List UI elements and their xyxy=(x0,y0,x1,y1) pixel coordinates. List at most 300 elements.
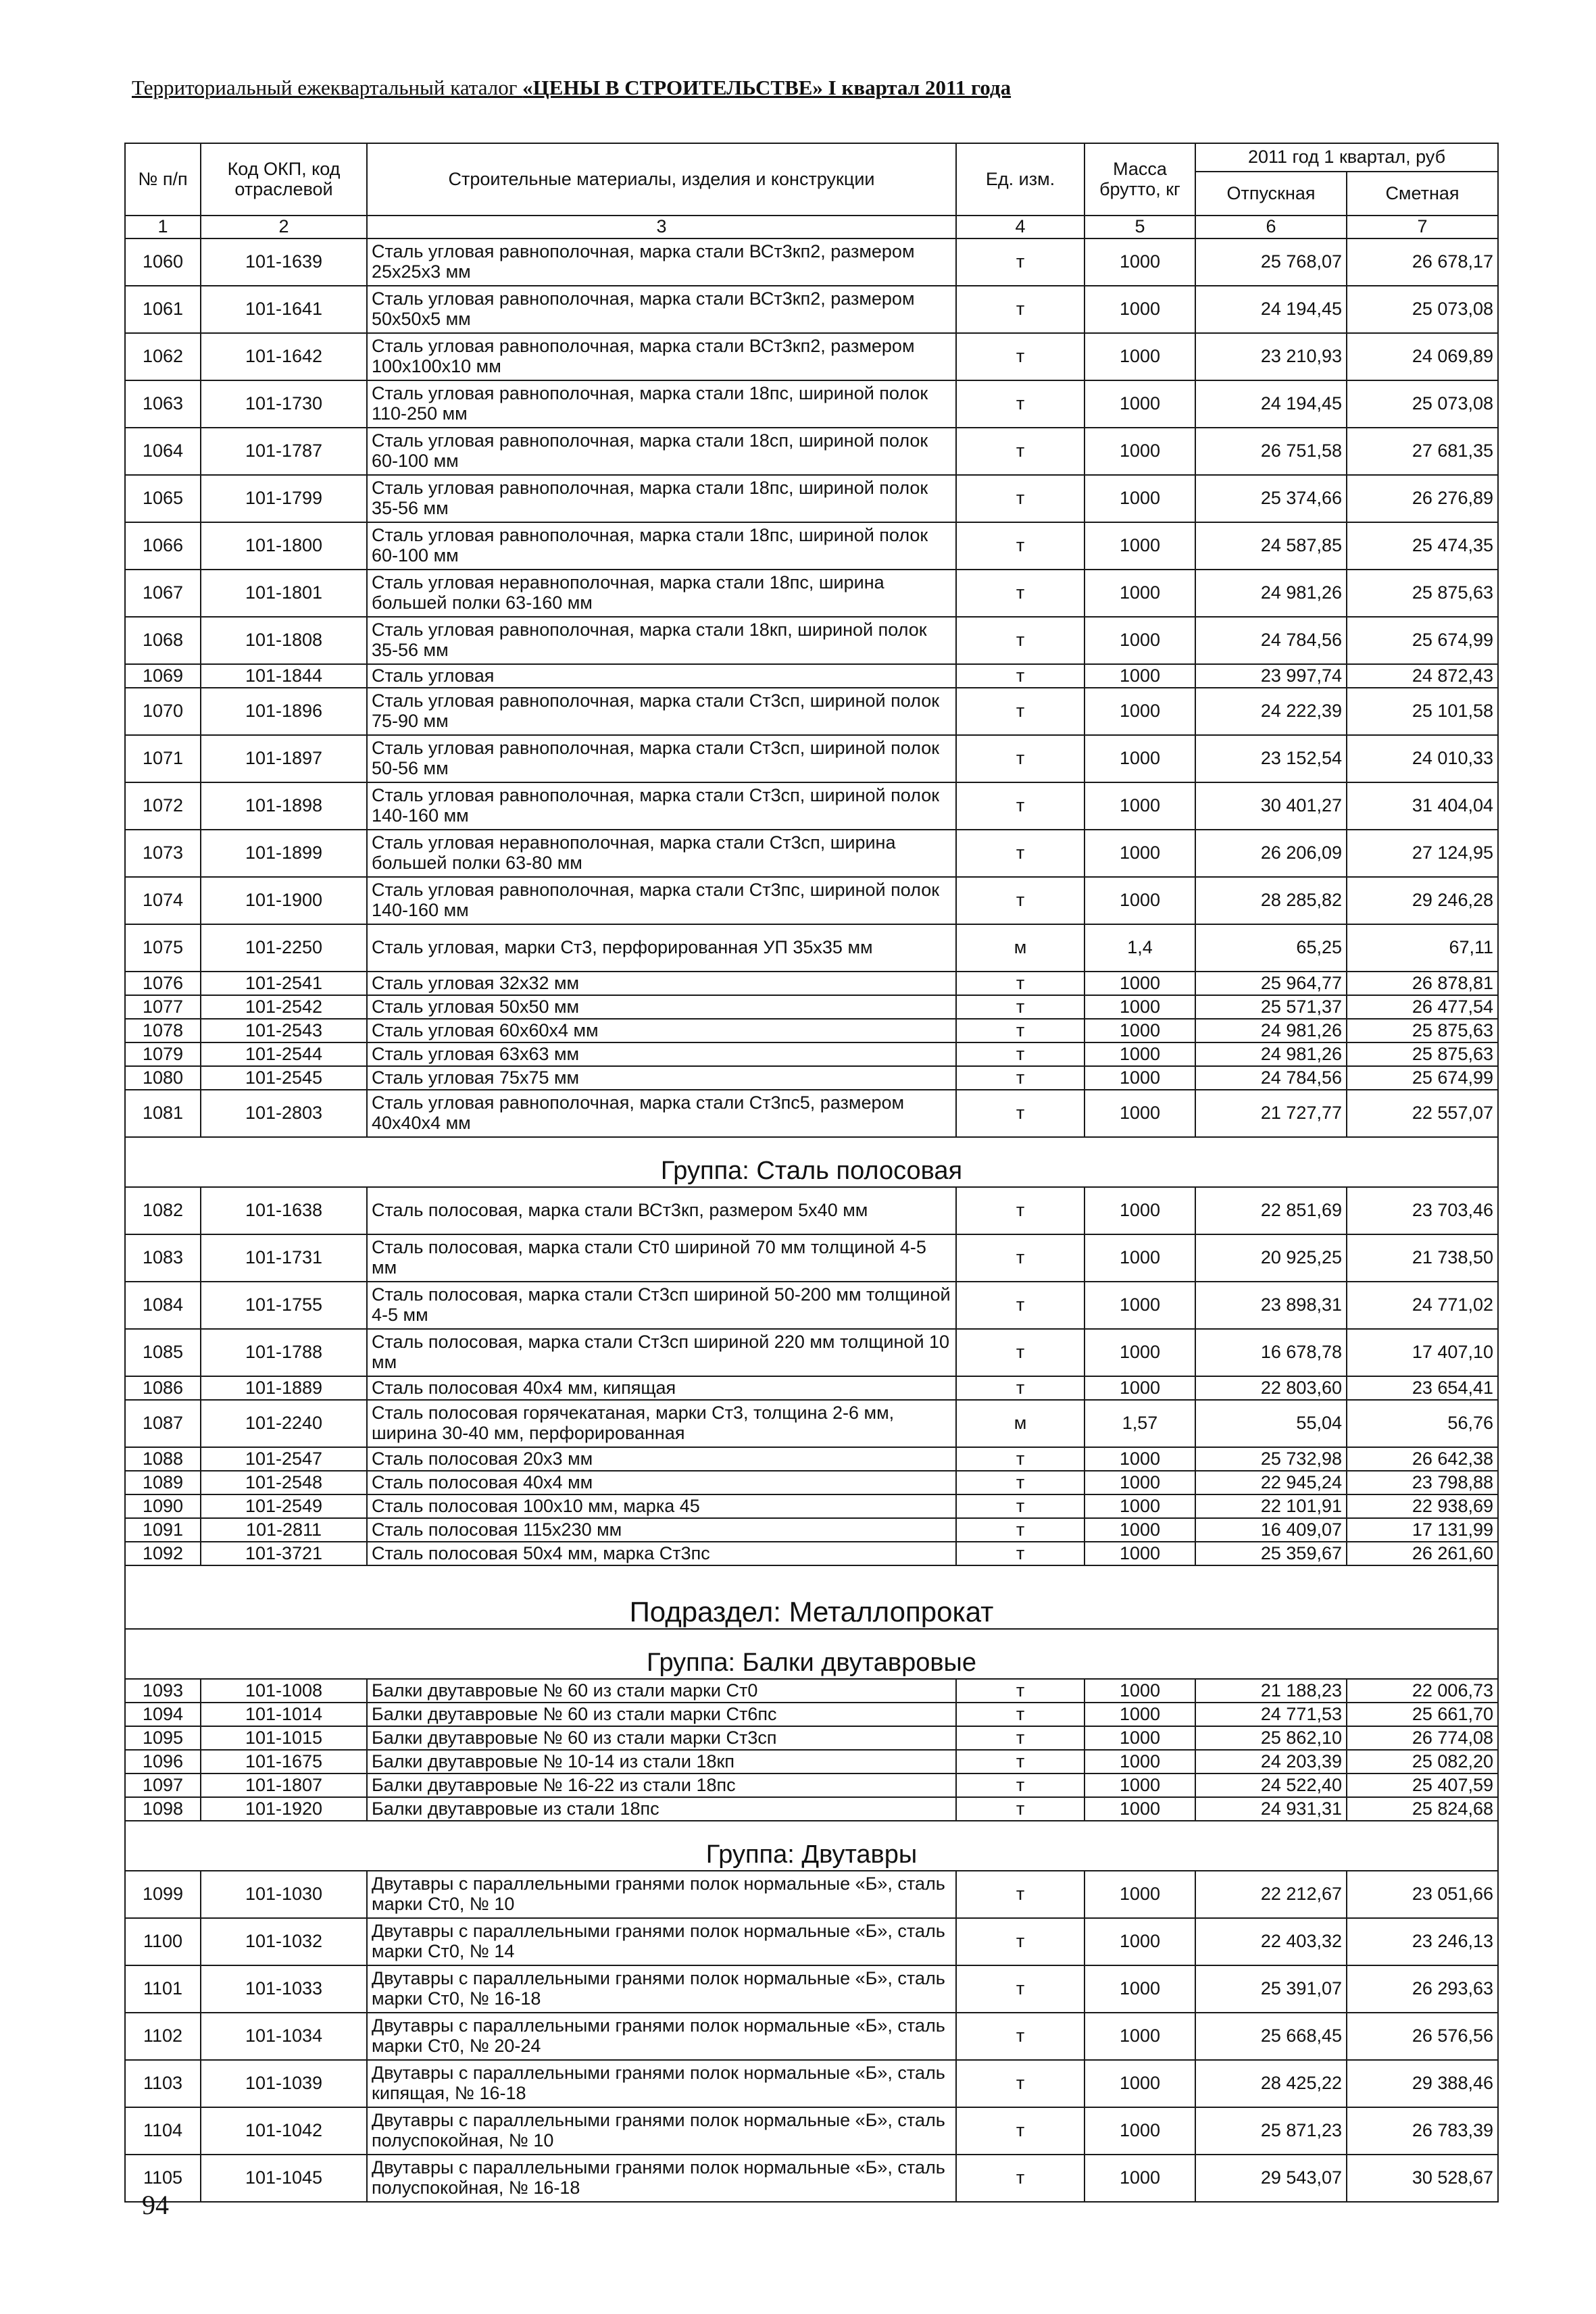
row-number-cell: 1105 xyxy=(125,2155,201,2202)
gross-mass-cell: 1000 xyxy=(1084,1965,1195,2013)
table-row xyxy=(125,1234,1498,1282)
unit-cell: т xyxy=(956,782,1084,830)
material-name-cell: Сталь угловая равнополочная, марка стали Ст3сп, шириной полок 50-56 мм xyxy=(367,735,956,782)
price-release-cell: 23 210,93 xyxy=(1195,333,1347,380)
okp-code-cell: 101-1807 xyxy=(201,1774,367,1797)
gross-mass-cell: 1000 xyxy=(1084,877,1195,924)
row-number-cell: 1103 xyxy=(125,2060,201,2107)
gross-mass-cell: 1000 xyxy=(1084,1871,1195,1918)
table-row xyxy=(125,2107,1498,2155)
okp-code-cell: 101-1008 xyxy=(201,1679,367,1703)
table-row xyxy=(125,1090,1498,1137)
table-row xyxy=(125,735,1498,782)
price-estimate-cell: 26 477,54 xyxy=(1347,995,1498,1019)
table-row xyxy=(125,617,1498,664)
gross-mass-cell: 1000 xyxy=(1084,475,1195,522)
gross-mass-cell: 1000 xyxy=(1084,333,1195,380)
column-number: 1 xyxy=(125,216,201,238)
table-row xyxy=(125,333,1498,380)
row-number-cell: 1104 xyxy=(125,2107,201,2155)
price-estimate-cell: 24 010,33 xyxy=(1347,735,1498,782)
material-name-cell: Сталь полосовая 115x230 мм xyxy=(367,1518,956,1542)
unit-cell: т xyxy=(956,1090,1084,1137)
price-release-cell: 25 732,98 xyxy=(1195,1447,1347,1471)
price-release-cell: 25 374,66 xyxy=(1195,475,1347,522)
material-name-cell: Балки двутавровые № 60 из стали марки Ст0 xyxy=(367,1679,956,1703)
price-estimate-cell: 21 738,50 xyxy=(1347,1234,1498,1282)
row-number-cell: 1064 xyxy=(125,428,201,475)
unit-cell: т xyxy=(956,972,1084,995)
okp-code-cell: 101-1898 xyxy=(201,782,367,830)
table-body xyxy=(125,238,1498,2202)
unit-cell: т xyxy=(956,522,1084,570)
okp-code-cell: 101-1788 xyxy=(201,1329,367,1376)
material-name-cell: Сталь угловая 60x60x4 мм xyxy=(367,1019,956,1042)
unit-cell: т xyxy=(956,688,1084,735)
gross-mass-cell: 1000 xyxy=(1084,570,1195,617)
gross-mass-cell: 1000 xyxy=(1084,2013,1195,2060)
column-number: 4 xyxy=(956,216,1084,238)
price-estimate-cell: 26 576,56 xyxy=(1347,2013,1498,2060)
price-estimate-cell: 25 875,63 xyxy=(1347,570,1498,617)
row-number-cell: 1102 xyxy=(125,2013,201,2060)
price-release-cell: 24 222,39 xyxy=(1195,688,1347,735)
header-price-estimate: Сметная xyxy=(1347,172,1498,216)
row-number-cell: 1094 xyxy=(125,1703,201,1726)
gross-mass-cell: 1000 xyxy=(1084,238,1195,286)
price-estimate-cell: 24 771,02 xyxy=(1347,1282,1498,1329)
gross-mass-cell: 1000 xyxy=(1084,2107,1195,2155)
table-row xyxy=(125,1871,1498,1918)
row-number-cell: 1074 xyxy=(125,877,201,924)
table-row xyxy=(125,1750,1498,1774)
price-release-cell: 26 751,58 xyxy=(1195,428,1347,475)
unit-cell: т xyxy=(956,2155,1084,2202)
price-estimate-cell: 26 261,60 xyxy=(1347,1542,1498,1565)
okp-code-cell: 101-1920 xyxy=(201,1797,367,1821)
table-row xyxy=(125,1494,1498,1518)
row-number-cell: 1071 xyxy=(125,735,201,782)
column-number: 3 xyxy=(367,216,956,238)
table-row xyxy=(125,2155,1498,2202)
gross-mass-cell: 1000 xyxy=(1084,1774,1195,1797)
group-heading-row xyxy=(125,1137,1498,1187)
row-number-cell: 1089 xyxy=(125,1471,201,1494)
table-row xyxy=(125,428,1498,475)
gross-mass-cell: 1000 xyxy=(1084,1234,1195,1282)
price-release-cell: 24 587,85 xyxy=(1195,522,1347,570)
price-release-cell: 29 543,07 xyxy=(1195,2155,1347,2202)
unit-cell: м xyxy=(956,1400,1084,1447)
okp-code-cell: 101-1896 xyxy=(201,688,367,735)
row-number-cell: 1086 xyxy=(125,1376,201,1400)
column-number: 7 xyxy=(1347,216,1498,238)
unit-cell: т xyxy=(956,1234,1084,1282)
unit-cell: т xyxy=(956,1066,1084,1090)
gross-mass-cell: 1000 xyxy=(1084,1703,1195,1726)
row-number-cell: 1092 xyxy=(125,1542,201,1565)
okp-code-cell: 101-2803 xyxy=(201,1090,367,1137)
gross-mass-cell: 1000 xyxy=(1084,972,1195,995)
row-number-cell: 1073 xyxy=(125,830,201,877)
column-number: 2 xyxy=(201,216,367,238)
row-number-cell: 1061 xyxy=(125,286,201,333)
price-release-cell: 55,04 xyxy=(1195,1400,1347,1447)
price-estimate-cell: 22 006,73 xyxy=(1347,1679,1498,1703)
price-release-cell: 24 203,39 xyxy=(1195,1750,1347,1774)
okp-code-cell: 101-2811 xyxy=(201,1518,367,1542)
unit-cell: т xyxy=(956,428,1084,475)
price-release-cell: 26 206,09 xyxy=(1195,830,1347,877)
price-estimate-cell: 23 798,88 xyxy=(1347,1471,1498,1494)
gross-mass-cell: 1000 xyxy=(1084,995,1195,1019)
row-number-cell: 1084 xyxy=(125,1282,201,1329)
price-release-cell: 25 391,07 xyxy=(1195,1965,1347,2013)
okp-code-cell: 101-1033 xyxy=(201,1965,367,2013)
unit-cell: т xyxy=(956,995,1084,1019)
price-estimate-cell: 25 875,63 xyxy=(1347,1042,1498,1066)
price-release-cell: 65,25 xyxy=(1195,924,1347,972)
gross-mass-cell: 1000 xyxy=(1084,617,1195,664)
unit-cell: т xyxy=(956,1187,1084,1234)
table-row xyxy=(125,1518,1498,1542)
unit-cell: т xyxy=(956,1282,1084,1329)
material-name-cell: Сталь угловая равнополочная, марка стали ВСт3кп2, размером 50x50x5 мм xyxy=(367,286,956,333)
okp-code-cell: 101-2543 xyxy=(201,1019,367,1042)
price-estimate-cell: 23 654,41 xyxy=(1347,1376,1498,1400)
okp-code-cell: 101-1642 xyxy=(201,333,367,380)
row-number-cell: 1091 xyxy=(125,1518,201,1542)
unit-cell: т xyxy=(956,1376,1084,1400)
material-name-cell: Балки двутавровые № 60 из стали марки Ст6пс xyxy=(367,1703,956,1726)
row-number-cell: 1100 xyxy=(125,1918,201,1965)
material-name-cell: Балки двутавровые № 60 из стали марки Ст3сп xyxy=(367,1726,956,1750)
okp-code-cell: 101-1034 xyxy=(201,2013,367,2060)
okp-code-cell: 101-1897 xyxy=(201,735,367,782)
table-row xyxy=(125,1019,1498,1042)
row-number-cell: 1082 xyxy=(125,1187,201,1234)
gross-mass-cell: 1000 xyxy=(1084,830,1195,877)
group-heading: Группа: Сталь полосовая xyxy=(125,1137,1498,1187)
price-release-cell: 22 212,67 xyxy=(1195,1871,1347,1918)
material-name-cell: Сталь угловая равнополочная, марка стали 18пс, шириной полок 60-100 мм xyxy=(367,522,956,570)
price-estimate-cell: 25 082,20 xyxy=(1347,1750,1498,1774)
price-release-cell: 25 862,10 xyxy=(1195,1726,1347,1750)
row-number-cell: 1099 xyxy=(125,1871,201,1918)
row-number-cell: 1078 xyxy=(125,1019,201,1042)
table-row xyxy=(125,972,1498,995)
okp-code-cell: 101-1731 xyxy=(201,1234,367,1282)
gross-mass-cell: 1000 xyxy=(1084,1329,1195,1376)
row-number-cell: 1093 xyxy=(125,1679,201,1703)
table-row xyxy=(125,286,1498,333)
price-estimate-cell: 25 073,08 xyxy=(1347,286,1498,333)
table-row xyxy=(125,522,1498,570)
unit-cell: т xyxy=(956,1726,1084,1750)
material-name-cell: Сталь угловая равнополочная, марка стали Ст3сп, шириной полок 140-160 мм xyxy=(367,782,956,830)
okp-code-cell: 101-1801 xyxy=(201,570,367,617)
okp-code-cell: 101-1808 xyxy=(201,617,367,664)
price-estimate-cell: 24 069,89 xyxy=(1347,333,1498,380)
price-estimate-cell: 56,76 xyxy=(1347,1400,1498,1447)
price-release-cell: 21 727,77 xyxy=(1195,1090,1347,1137)
page-title xyxy=(132,76,1348,100)
okp-code-cell: 101-2542 xyxy=(201,995,367,1019)
gross-mass-cell: 1000 xyxy=(1084,1750,1195,1774)
material-name-cell: Двутавры с параллельными гранями полок нормальные «Б», сталь марки Ст0, № 16-18 xyxy=(367,1965,956,2013)
gross-mass-cell: 1000 xyxy=(1084,1797,1195,1821)
material-name-cell: Сталь угловая 63x63 мм xyxy=(367,1042,956,1066)
gross-mass-cell: 1000 xyxy=(1084,1542,1195,1565)
gross-mass-cell: 1000 xyxy=(1084,1679,1195,1703)
material-name-cell: Двутавры с параллельными гранями полок нормальные «Б», сталь кипящая, № 16-18 xyxy=(367,2060,956,2107)
price-release-cell: 24 981,26 xyxy=(1195,570,1347,617)
gross-mass-cell: 1000 xyxy=(1084,1494,1195,1518)
unit-cell: т xyxy=(956,238,1084,286)
okp-code-cell: 101-1799 xyxy=(201,475,367,522)
material-name-cell: Сталь полосовая, марка стали Ст3сп шириной 50-200 мм толщиной 4-5 мм xyxy=(367,1282,956,1329)
okp-code-cell: 101-1032 xyxy=(201,1918,367,1965)
price-release-cell: 25 964,77 xyxy=(1195,972,1347,995)
page-title-bold: «ЦЕНЫ В СТРОИТЕЛЬСТВЕ» I квартал 2011 года xyxy=(522,76,1012,99)
price-estimate-cell: 27 681,35 xyxy=(1347,428,1498,475)
okp-code-cell: 101-2250 xyxy=(201,924,367,972)
price-release-cell: 24 194,45 xyxy=(1195,286,1347,333)
row-number-cell: 1075 xyxy=(125,924,201,972)
group-heading-row xyxy=(125,1821,1498,1871)
material-name-cell: Балки двутавровые № 16-22 из стали 18пс xyxy=(367,1774,956,1797)
okp-code-cell: 101-1675 xyxy=(201,1750,367,1774)
price-estimate-cell: 24 872,43 xyxy=(1347,664,1498,688)
price-estimate-cell: 26 878,81 xyxy=(1347,972,1498,995)
group-heading: Группа: Двутавры xyxy=(125,1821,1498,1871)
price-estimate-cell: 25 674,99 xyxy=(1347,617,1498,664)
unit-cell: т xyxy=(956,1494,1084,1518)
gross-mass-cell: 1000 xyxy=(1084,380,1195,428)
material-name-cell: Двутавры с параллельными гранями полок нормальные «Б», сталь марки Ст0, № 10 xyxy=(367,1871,956,1918)
gross-mass-cell: 1000 xyxy=(1084,1066,1195,1090)
price-release-cell: 30 401,27 xyxy=(1195,782,1347,830)
row-number-cell: 1068 xyxy=(125,617,201,664)
price-release-cell: 28 285,82 xyxy=(1195,877,1347,924)
price-release-cell: 22 101,91 xyxy=(1195,1494,1347,1518)
gross-mass-cell: 1000 xyxy=(1084,1376,1195,1400)
price-estimate-cell: 17 407,10 xyxy=(1347,1329,1498,1376)
header-price-release: Отпускная xyxy=(1195,172,1347,216)
price-release-cell: 24 981,26 xyxy=(1195,1042,1347,1066)
price-release-cell: 22 403,32 xyxy=(1195,1918,1347,1965)
unit-cell: т xyxy=(956,1019,1084,1042)
gross-mass-cell: 1000 xyxy=(1084,428,1195,475)
row-number-cell: 1063 xyxy=(125,380,201,428)
table-row xyxy=(125,380,1498,428)
row-number-cell: 1069 xyxy=(125,664,201,688)
okp-code-cell: 101-1730 xyxy=(201,380,367,428)
material-name-cell: Сталь угловая равнополочная, марка стали ВСт3кп2, размером 25x25x3 мм xyxy=(367,238,956,286)
gross-mass-cell: 1000 xyxy=(1084,1471,1195,1494)
price-estimate-cell: 26 642,38 xyxy=(1347,1447,1498,1471)
okp-code-cell: 101-1641 xyxy=(201,286,367,333)
row-number-cell: 1098 xyxy=(125,1797,201,1821)
unit-cell: т xyxy=(956,664,1084,688)
page-title-prefix: Территориальный ежеквартальный каталог xyxy=(132,76,523,99)
okp-code-cell: 101-2549 xyxy=(201,1494,367,1518)
price-estimate-cell: 22 938,69 xyxy=(1347,1494,1498,1518)
unit-cell: т xyxy=(956,475,1084,522)
table-row xyxy=(125,1447,1498,1471)
material-name-cell: Сталь угловая равнополочная, марка стали 18кп, шириной полок 35-56 мм xyxy=(367,617,956,664)
price-release-cell: 21 188,23 xyxy=(1195,1679,1347,1703)
unit-cell: т xyxy=(956,1042,1084,1066)
price-estimate-cell: 25 661,70 xyxy=(1347,1703,1498,1726)
gross-mass-cell: 1,4 xyxy=(1084,924,1195,972)
table-row xyxy=(125,1918,1498,1965)
material-name-cell: Двутавры с параллельными гранями полок нормальные «Б», сталь полуспокойная, № 16-18 xyxy=(367,2155,956,2202)
price-release-cell: 24 194,45 xyxy=(1195,380,1347,428)
unit-cell: т xyxy=(956,1329,1084,1376)
unit-cell: т xyxy=(956,570,1084,617)
gross-mass-cell: 1000 xyxy=(1084,2060,1195,2107)
subsection-heading: Подраздел: Металлопрокат xyxy=(125,1565,1498,1629)
material-name-cell: Сталь полосовая 40x4 мм xyxy=(367,1471,956,1494)
gross-mass-cell: 1000 xyxy=(1084,664,1195,688)
material-name-cell: Сталь угловая равнополочная, марка стали 18пс, шириной полок 35-56 мм xyxy=(367,475,956,522)
okp-code-cell: 101-2541 xyxy=(201,972,367,995)
material-name-cell: Сталь полосовая 40x4 мм, кипящая xyxy=(367,1376,956,1400)
table-row xyxy=(125,570,1498,617)
material-name-cell: Сталь полосовая 50x4 мм, марка Ст3пс xyxy=(367,1542,956,1565)
material-name-cell: Сталь полосовая 20x3 мм xyxy=(367,1447,956,1471)
okp-code-cell: 101-2548 xyxy=(201,1471,367,1494)
price-estimate-cell: 30 528,67 xyxy=(1347,2155,1498,2202)
header-mass: Масса брутто, кг xyxy=(1084,143,1195,216)
material-name-cell: Двутавры с параллельными гранями полок нормальные «Б», сталь марки Ст0, № 14 xyxy=(367,1918,956,1965)
price-estimate-cell: 26 678,17 xyxy=(1347,238,1498,286)
okp-code-cell: 101-1014 xyxy=(201,1703,367,1726)
okp-code-cell: 101-2545 xyxy=(201,1066,367,1090)
material-name-cell: Сталь угловая равнополочная, марка стали Ст3сп, шириной полок 75-90 мм xyxy=(367,688,956,735)
material-name-cell: Сталь угловая, марки Ст3, перфорированная УП 35x35 мм xyxy=(367,924,956,972)
price-release-cell: 16 678,78 xyxy=(1195,1329,1347,1376)
price-estimate-cell: 25 674,99 xyxy=(1347,1066,1498,1090)
material-name-cell: Сталь угловая равнополочная, марка стали Ст3пс5, размером 40x40x4 мм xyxy=(367,1090,956,1137)
row-number-cell: 1095 xyxy=(125,1726,201,1750)
price-estimate-cell: 25 875,63 xyxy=(1347,1019,1498,1042)
unit-cell: т xyxy=(956,877,1084,924)
row-number-cell: 1083 xyxy=(125,1234,201,1282)
material-name-cell: Сталь угловая равнополочная, марка стали Ст3пс, шириной полок 140-160 мм xyxy=(367,877,956,924)
gross-mass-cell: 1000 xyxy=(1084,1726,1195,1750)
row-number-cell: 1076 xyxy=(125,972,201,995)
group-heading: Группа: Балки двутавровые xyxy=(125,1629,1498,1679)
price-estimate-cell: 27 124,95 xyxy=(1347,830,1498,877)
material-name-cell: Сталь полосовая, марка стали Ст3сп шириной 220 мм толщиной 10 мм xyxy=(367,1329,956,1376)
price-release-cell: 23 997,74 xyxy=(1195,664,1347,688)
table-row xyxy=(125,1376,1498,1400)
price-release-cell: 22 803,60 xyxy=(1195,1376,1347,1400)
okp-code-cell: 101-2547 xyxy=(201,1447,367,1471)
unit-cell: т xyxy=(956,1871,1084,1918)
price-estimate-cell: 25 407,59 xyxy=(1347,1774,1498,1797)
material-name-cell: Сталь полосовая, марка стали Ст0 шириной 70 мм толщиной 4-5 мм xyxy=(367,1234,956,1282)
gross-mass-cell: 1000 xyxy=(1084,1447,1195,1471)
unit-cell: т xyxy=(956,1965,1084,2013)
material-name-cell: Сталь угловая равнополочная, марка стали 18пс, шириной полок 110-250 мм xyxy=(367,380,956,428)
unit-cell: т xyxy=(956,1797,1084,1821)
price-estimate-cell: 17 131,99 xyxy=(1347,1518,1498,1542)
table-row xyxy=(125,1187,1498,1234)
price-release-cell: 24 522,40 xyxy=(1195,1774,1347,1797)
price-release-cell: 25 871,23 xyxy=(1195,2107,1347,2155)
okp-code-cell: 101-1015 xyxy=(201,1726,367,1750)
unit-cell: т xyxy=(956,2060,1084,2107)
row-number-cell: 1077 xyxy=(125,995,201,1019)
okp-code-cell: 101-1039 xyxy=(201,2060,367,2107)
table-row xyxy=(125,1329,1498,1376)
row-number-cell: 1067 xyxy=(125,570,201,617)
material-name-cell: Сталь полосовая 100x10 мм, марка 45 xyxy=(367,1494,956,1518)
table-row xyxy=(125,1726,1498,1750)
table-row xyxy=(125,1400,1498,1447)
header-code: Код ОКП, код отраслевой xyxy=(201,143,367,216)
price-release-cell: 22 945,24 xyxy=(1195,1471,1347,1494)
table-row xyxy=(125,2060,1498,2107)
table-row xyxy=(125,475,1498,522)
gross-mass-cell: 1000 xyxy=(1084,1918,1195,1965)
unit-cell: т xyxy=(956,1918,1084,1965)
unit-cell: т xyxy=(956,380,1084,428)
price-estimate-cell: 26 293,63 xyxy=(1347,1965,1498,2013)
unit-cell: т xyxy=(956,333,1084,380)
price-release-cell: 24 771,53 xyxy=(1195,1703,1347,1726)
unit-cell: т xyxy=(956,830,1084,877)
column-number: 5 xyxy=(1084,216,1195,238)
price-estimate-cell: 67,11 xyxy=(1347,924,1498,972)
table-row xyxy=(125,1471,1498,1494)
unit-cell: т xyxy=(956,1518,1084,1542)
okp-code-cell: 101-2544 xyxy=(201,1042,367,1066)
unit-cell: м xyxy=(956,924,1084,972)
price-release-cell: 23 898,31 xyxy=(1195,1282,1347,1329)
table-row xyxy=(125,1542,1498,1565)
unit-cell: т xyxy=(956,617,1084,664)
row-number-cell: 1085 xyxy=(125,1329,201,1376)
table-row xyxy=(125,782,1498,830)
table-row xyxy=(125,830,1498,877)
gross-mass-cell: 1000 xyxy=(1084,735,1195,782)
material-name-cell: Балки двутавровые № 10-14 из стали 18кп xyxy=(367,1750,956,1774)
price-estimate-cell: 23 703,46 xyxy=(1347,1187,1498,1234)
okp-code-cell: 101-1045 xyxy=(201,2155,367,2202)
gross-mass-cell: 1000 xyxy=(1084,1518,1195,1542)
row-number-cell: 1101 xyxy=(125,1965,201,2013)
material-name-cell: Сталь угловая равнополочная, марка стали ВСт3кп2, размером 100x100x10 мм xyxy=(367,333,956,380)
unit-cell: т xyxy=(956,286,1084,333)
material-name-cell: Сталь угловая 75x75 мм xyxy=(367,1066,956,1090)
okp-code-cell: 101-1787 xyxy=(201,428,367,475)
price-estimate-cell: 25 101,58 xyxy=(1347,688,1498,735)
gross-mass-cell: 1000 xyxy=(1084,2155,1195,2202)
price-release-cell: 16 409,07 xyxy=(1195,1518,1347,1542)
okp-code-cell: 101-1639 xyxy=(201,238,367,286)
page-number: 94 xyxy=(142,2190,169,2220)
header-name: Строительные материалы, изделия и конструкции xyxy=(367,143,956,216)
material-name-cell: Двутавры с параллельными гранями полок нормальные «Б», сталь марки Ст0, № 20-24 xyxy=(367,2013,956,2060)
price-estimate-cell: 29 388,46 xyxy=(1347,2060,1498,2107)
price-estimate-cell: 29 246,28 xyxy=(1347,877,1498,924)
unit-cell: т xyxy=(956,1774,1084,1797)
gross-mass-cell: 1000 xyxy=(1084,1282,1195,1329)
